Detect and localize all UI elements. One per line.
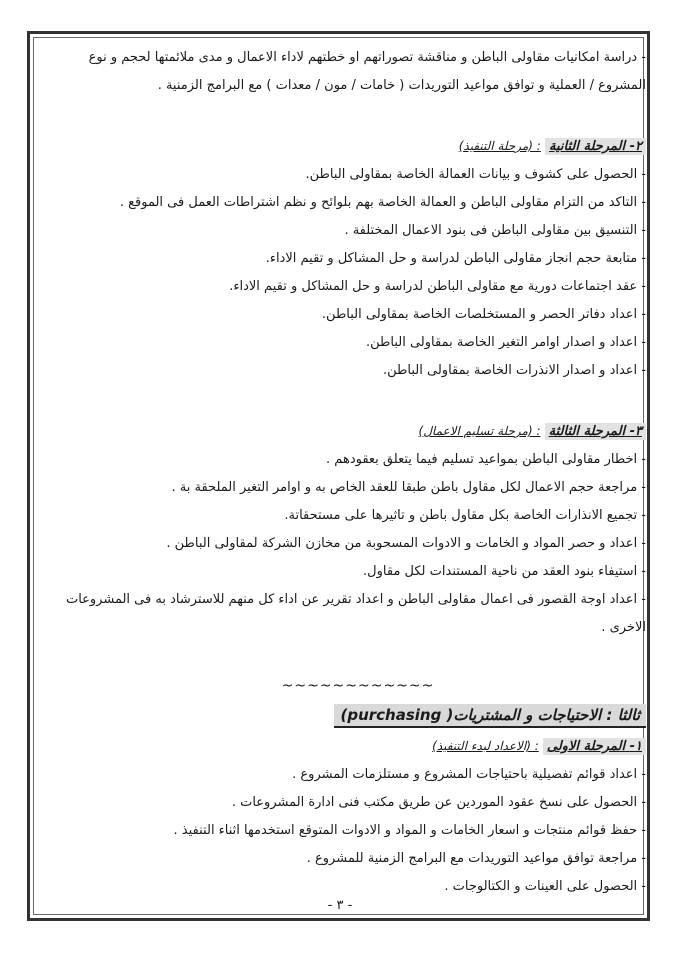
list-item: - اعداد و حصر المواد و الخامات و الادوات المسحوبة من مخازن الشركة لمقاولى الباطن . xyxy=(166,536,646,551)
list-item: - اعداد قوائم تفصيلية باحتياجات المشروع و مستلزمات المشروع . xyxy=(292,767,646,782)
list-item: - اعداد و اصدار اوامر التغير الخاصة بمقاولى الباطن. xyxy=(366,335,646,350)
list-item: - التاكد من التزام مقاولى الباطن و العمالة الخاصة بهم بلوائح و نظم اشتراطات العمل فى الموقع . xyxy=(119,195,646,210)
page-number: - ٣ - xyxy=(327,898,353,913)
intro-line: - دراسة امكانيات مقاولى الباطن و مناقشة تصوراتهم او خطتهم لاداء الاعمال و مدى ملائمتها لحجم و نوع xyxy=(88,50,646,65)
section-heading xyxy=(50,700,646,730)
phase2-subtitle: : (مرحلة التنفيذ) xyxy=(458,139,541,153)
phase2-list xyxy=(50,161,646,385)
phase3-list xyxy=(50,446,646,642)
purchasing-phase1-heading: ١- المرحلة الاولى : (الاعداد لبدء التنفيذ) xyxy=(50,732,646,761)
list-item: - حفظ قوائم منتجات و اسعار الخامات و المواد و الادوات المتوقع استخدمها اثناء التنفيذ . xyxy=(173,823,646,838)
list-item: - استيفاء بنود العقد من ناحية المستندات لكل مقاول. xyxy=(363,564,646,579)
purchasing-phase1-list xyxy=(50,761,646,901)
list-item: - الحصول على العينات و الكتالوجات . xyxy=(444,879,646,894)
phase3-subtitle: : (مرحلة تسليم الاعمال) xyxy=(418,424,541,438)
list-item: - تجميع الانذارات الخاصة بكل مقاول باطن و تاثيرها على مستحقاتة. xyxy=(284,508,646,523)
phase2-title: المرحلة الثانية xyxy=(549,139,626,154)
list-item: - اعداد دفاتر الحصر و المستخلصات الخاصة بمقاولى الباطن. xyxy=(321,307,646,322)
list-item: - اعداد و اصدار الانذرات الخاصة بمقاولى الباطن. xyxy=(383,363,646,378)
list-item: - عقد اجتماعات دورية مع مقاولى الباطن لدراسة و حل المشاكل و تقيم الاداء. xyxy=(229,279,646,294)
list-item: - التنسيق بين مقاولى الباطن فى بنود الاعمال المختلفة . xyxy=(344,223,646,238)
list-item: - اعداد اوجة القصور فى اعمال مقاولى الباطن و اعداد تقرير عن اداء كل منهم للاسترشاد به فى المشروعات الاخرى . xyxy=(65,592,646,635)
list-item: - اخطار مقاولى الباطن بمواعيد تسليم فيما يتعلق بعقودهم . xyxy=(326,452,646,467)
intro-line: المشروع / العملية و توافق مواعيد التوريدات ( خامات / مون / معدات ) مع البرامج الزمنية . xyxy=(157,78,646,93)
phase2-heading: ٢- المرحلة الثانية : (مرحلة التنفيذ) xyxy=(50,132,646,161)
list-item: - مراجعة توافق مواعيد التوريدات مع البرامج الزمنية للمشروع . xyxy=(306,851,646,866)
document-body xyxy=(50,44,646,901)
phase3-heading: ٣- المرحلة الثالثة : (مرحلة تسليم الاعمال) xyxy=(50,417,646,446)
purchasing-phase1-subtitle: : (الاعداد لبدء التنفيذ) xyxy=(432,739,539,753)
list-item: - الحصول على كشوف و بيانات العمالة الخاصة بمقاولى الباطن. xyxy=(305,167,646,182)
list-item: - الحصول على نسخ عقود الموردين عن طريق مكتب فنى ادارة المشروعات . xyxy=(231,795,646,810)
phase3-title: المرحلة الثالثة xyxy=(548,424,626,439)
section-english-title: ( purchasing) xyxy=(340,706,454,724)
list-item: - مراجعة حجم الاعمال لكل مقاول باطن طبقا للعقد الخاص به و اوامر التغير الملحقة بة . xyxy=(171,480,646,495)
list-item: - متابعة حجم انجاز مقاولى الباطن لدراسة و حل المشاكل و تقيم الاداء. xyxy=(265,251,646,266)
separator: ~~~~~~~~~~~~ xyxy=(281,678,435,694)
purchasing-phase1-title: المرحلة الاولى xyxy=(546,739,626,754)
section-title: ثالثا : الاحتياجات و المشتريات xyxy=(453,706,640,724)
